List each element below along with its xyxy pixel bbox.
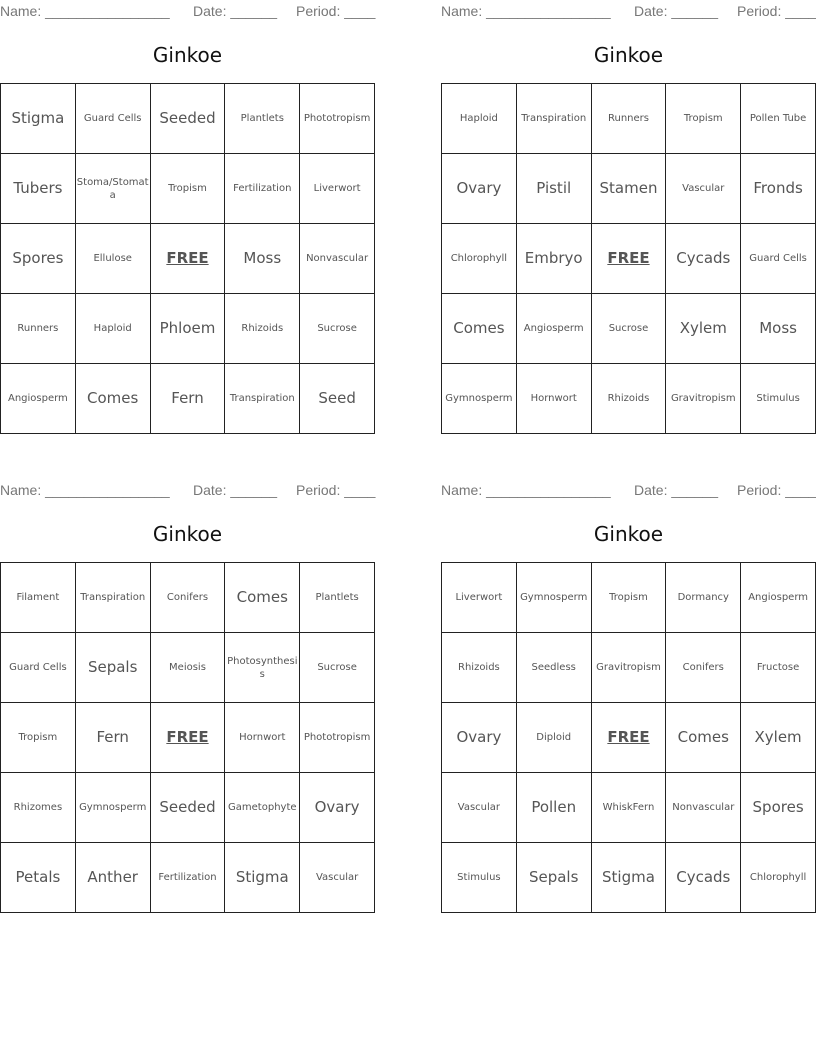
bingo-cell: Comes — [442, 294, 517, 364]
bingo-cell: Cycads — [666, 843, 741, 913]
date-field-label: Date: ______ — [634, 3, 719, 19]
name-field-label: Name: ________________ — [441, 3, 611, 19]
bingo-cell: Fertilization — [225, 154, 300, 224]
bingo-cell: Sepals — [517, 843, 592, 913]
bingo-cell: Stimulus — [741, 364, 816, 434]
bingo-cell: Moss — [741, 294, 816, 364]
bingo-cell: Liverwort — [300, 154, 375, 224]
bingo-cell: Rhizomes — [1, 773, 76, 843]
bingo-cell: Sucrose — [300, 633, 375, 703]
bingo-cell: Chlorophyll — [741, 843, 816, 913]
bingo-cell: Gymnosperm — [442, 364, 517, 434]
bingo-cell: Pollen — [517, 773, 592, 843]
bingo-cell: Transpiration — [225, 364, 300, 434]
bingo-cell: Rhizoids — [592, 364, 667, 434]
bingo-cell: Stimulus — [442, 843, 517, 913]
period-field-label: Period: ____ — [296, 482, 376, 498]
bingo-cell: Phototropism — [300, 84, 375, 154]
bingo-cell: Transpiration — [517, 84, 592, 154]
bingo-cell: Sucrose — [592, 294, 667, 364]
bingo-cell: Seeded — [151, 84, 226, 154]
date-field-label: Date: ______ — [634, 482, 719, 498]
bingo-cell: Comes — [76, 364, 151, 434]
bingo-cell: Stoma/Stomata — [76, 154, 151, 224]
card-title: Ginkoe — [593, 43, 664, 67]
bingo-cell: Gravitropism — [592, 633, 667, 703]
bingo-cell: Gametophyte — [225, 773, 300, 843]
bingo-cell: Spores — [741, 773, 816, 843]
card-title: Ginkoe — [593, 522, 664, 546]
bingo-cell: Spores — [1, 224, 76, 294]
bingo-cell: Ellulose — [76, 224, 151, 294]
bingo-cell: Runners — [592, 84, 667, 154]
bingo-cell: Phloem — [151, 294, 226, 364]
bingo-cell: Tropism — [666, 84, 741, 154]
card-title: Ginkoe — [152, 43, 223, 67]
bingo-cell: Meiosis — [151, 633, 226, 703]
free-space: FREE — [592, 224, 667, 294]
bingo-cell: Stigma — [592, 843, 667, 913]
bingo-grid — [0, 83, 375, 434]
bingo-cell: Stamen — [592, 154, 667, 224]
bingo-cell: Diploid — [517, 703, 592, 773]
bingo-cell: Gymnosperm — [76, 773, 151, 843]
bingo-cell: Xylem — [741, 703, 816, 773]
bingo-cell: WhiskFern — [592, 773, 667, 843]
bingo-cell: Conifers — [151, 563, 226, 633]
bingo-cell: Ovary — [300, 773, 375, 843]
bingo-cell: Xylem — [666, 294, 741, 364]
name-field-label: Name: ________________ — [0, 482, 170, 498]
name-field-label: Name: ________________ — [441, 482, 611, 498]
bingo-cell: Guard Cells — [76, 84, 151, 154]
bingo-cell: Tropism — [592, 563, 667, 633]
bingo-cell: Seeded — [151, 773, 226, 843]
bingo-cell: Haploid — [442, 84, 517, 154]
bingo-cell: Rhizoids — [225, 294, 300, 364]
bingo-cell: Petals — [1, 843, 76, 913]
bingo-cell: Seedless — [517, 633, 592, 703]
bingo-cell: Embryo — [517, 224, 592, 294]
bingo-cell: Liverwort — [442, 563, 517, 633]
bingo-cell: Comes — [666, 703, 741, 773]
bingo-grid — [0, 562, 375, 913]
period-field-label: Period: ____ — [296, 3, 376, 19]
free-space: FREE — [151, 224, 226, 294]
bingo-cell: Tropism — [1, 703, 76, 773]
bingo-cell: Fern — [151, 364, 226, 434]
bingo-cell: Hornwort — [225, 703, 300, 773]
bingo-cell: Sepals — [76, 633, 151, 703]
bingo-cell: Guard Cells — [741, 224, 816, 294]
bingo-cell: Rhizoids — [442, 633, 517, 703]
bingo-cell: Pollen Tube — [741, 84, 816, 154]
date-field-label: Date: ______ — [193, 3, 278, 19]
bingo-cell: Seed — [300, 364, 375, 434]
bingo-cell: Plantlets — [225, 84, 300, 154]
bingo-grid — [441, 83, 816, 434]
bingo-cell: Vascular — [300, 843, 375, 913]
bingo-cell: Transpiration — [76, 563, 151, 633]
bingo-cell: Anther — [76, 843, 151, 913]
bingo-cell: Dormancy — [666, 563, 741, 633]
bingo-cell: Vascular — [442, 773, 517, 843]
free-space: FREE — [151, 703, 226, 773]
bingo-cell: Comes — [225, 563, 300, 633]
bingo-cell: Plantlets — [300, 563, 375, 633]
date-field-label: Date: ______ — [193, 482, 278, 498]
bingo-cell: Photosynthesis — [225, 633, 300, 703]
bingo-cell: Haploid — [76, 294, 151, 364]
bingo-cell: Fructose — [741, 633, 816, 703]
bingo-cell: Stigma — [225, 843, 300, 913]
bingo-cell: Moss — [225, 224, 300, 294]
bingo-cell: Ovary — [442, 154, 517, 224]
bingo-cell: Angiosperm — [741, 563, 816, 633]
card-title: Ginkoe — [152, 522, 223, 546]
bingo-cell: Fern — [76, 703, 151, 773]
bingo-cell: Vascular — [666, 154, 741, 224]
period-field-label: Period: ____ — [737, 482, 816, 498]
period-field-label: Period: ____ — [737, 3, 816, 19]
bingo-cell: Guard Cells — [1, 633, 76, 703]
bingo-grid — [441, 562, 816, 913]
bingo-cell: Stigma — [1, 84, 76, 154]
bingo-cell: Hornwort — [517, 364, 592, 434]
bingo-cell: Nonvascular — [666, 773, 741, 843]
bingo-cell: Tropism — [151, 154, 226, 224]
bingo-cell: Tubers — [1, 154, 76, 224]
bingo-cell: Conifers — [666, 633, 741, 703]
bingo-cell: Sucrose — [300, 294, 375, 364]
bingo-cell: Filament — [1, 563, 76, 633]
bingo-cell: Nonvascular — [300, 224, 375, 294]
bingo-cell: Gymnosperm — [517, 563, 592, 633]
bingo-cell: Angiosperm — [517, 294, 592, 364]
bingo-cell: Chlorophyll — [442, 224, 517, 294]
bingo-cell: Runners — [1, 294, 76, 364]
free-space: FREE — [592, 703, 667, 773]
bingo-cell: Ovary — [442, 703, 517, 773]
bingo-cell: Fertilization — [151, 843, 226, 913]
bingo-cell: Angiosperm — [1, 364, 76, 434]
bingo-cell: Pistil — [517, 154, 592, 224]
bingo-cell: Fronds — [741, 154, 816, 224]
name-field-label: Name: ________________ — [0, 3, 170, 19]
bingo-cell: Phototropism — [300, 703, 375, 773]
bingo-cell: Gravitropism — [666, 364, 741, 434]
bingo-cell: Cycads — [666, 224, 741, 294]
